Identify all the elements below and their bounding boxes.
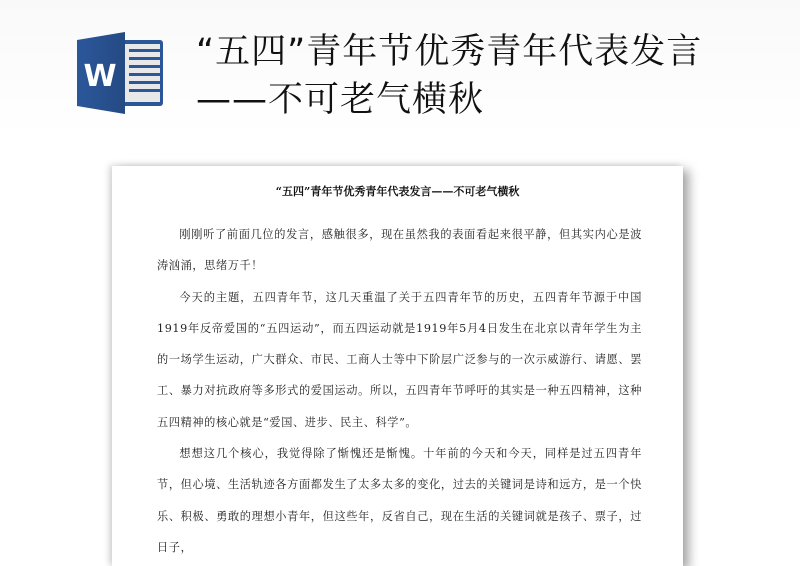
paragraph-1: 刚刚听了前面几位的发言，感触很多，现在虽然我的表面看起来很平静，但其实内心是波涛汹涌，思绪万千！ [157, 228, 642, 273]
document-title: “五四”青年节优秀青年代表发言——不可老气横秋 [275, 185, 520, 198]
word-icon-letter: W [83, 59, 117, 94]
document-page [112, 166, 683, 566]
paragraph-3: 想想这几个核心，我觉得除了惭愧还是惭愧。十年前的今天和今天，同样是过五四青年节，但心境、生活轨迹各方面都发生了太多太多的变化，过去的关键词是诗和远方，是一个快乐、积极、勇敢的理想小青年，但这些年，反省自己，现在生活的关键词就是孩子、票子，过日子， [157, 447, 642, 554]
paragraph-2: 今天的主题，五四青年节，这几天重温了关于五四青年节的历史，五四青年节源于中国1919年反帝爱国的“五四运动”，而五四运动就是1919年5月4日发生在北京以青年学生为主的一场学生运动，广大群众、市民、工商人士等中下阶层广泛参与的一次示威游行、请愿、罢工、暴力对抗政府等多形式的爱国运动。所以，五四青年节呼吁的其实是一种五四精神，这种五四精神的核心就是“爱国、进步、民主、科学”。 [157, 290, 642, 429]
cover-title: “五四”青年节优秀青年代表发言——不可老气横秋 [196, 32, 703, 120]
word-document-icon [77, 32, 165, 114]
document-body [157, 219, 642, 563]
